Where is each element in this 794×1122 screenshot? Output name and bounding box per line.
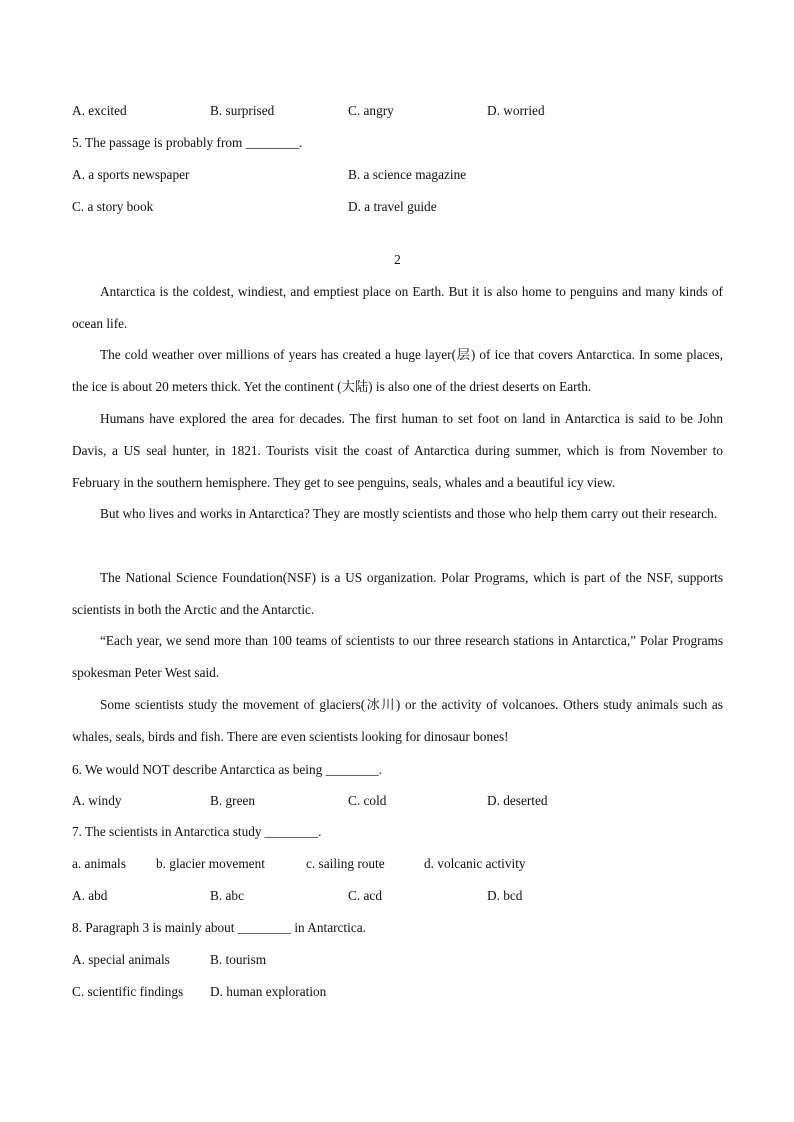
q8-option-a: A. special animals bbox=[72, 952, 170, 967]
q5-option-c: C. a story book bbox=[72, 199, 154, 214]
q7-option-b: B. abc bbox=[210, 888, 244, 903]
q5-question: 5. The passage is probably from ________. bbox=[72, 135, 303, 150]
passage-paragraph-7: Some scientists study the movement of glaciers(冰川) or the activity of volcanoes. Others study animals such as whales, seals, birds and fish. There are even scientists looking for dinosaur bones! bbox=[72, 697, 723, 744]
q7-item-a: a. animals bbox=[72, 856, 126, 871]
q7-item-d: d. volcanic activity bbox=[424, 856, 526, 871]
q4-option-b: B. surprised bbox=[210, 103, 275, 118]
q7-item-c: c. sailing route bbox=[306, 856, 385, 871]
q5-option-b: B. a science magazine bbox=[348, 167, 467, 182]
q7-option-c: C. acd bbox=[348, 888, 382, 903]
passage-paragraph-2: The cold weather over millions of years has created a huge layer(层) of ice that covers Antarctica. In some places, the ice is about 20 meters thick. Yet the continent (大陆) is also one of the driest deserts on Earth. bbox=[72, 347, 723, 394]
q8-option-b: B. tourism bbox=[210, 952, 267, 967]
q6-option-b: B. green bbox=[210, 793, 256, 808]
q7-question: 7. The scientists in Antarctica study ________. bbox=[72, 824, 322, 839]
passage-paragraph-3: Humans have explored the area for decades. The first human to set foot on land in Antarctica is said to be John Davis, a US seal hunter, in 1821. Tourists visit the coast of Antarctica during summer, which is from November to February in the southern hemisphere. They get to see penguins, seals, whales and a beautiful icy view. bbox=[72, 411, 723, 490]
passage-paragraph-4: But who lives and works in Antarctica? They are mostly scientists and those who help them carry out their research. bbox=[100, 506, 718, 521]
q5-option-a: A. a sports newspaper bbox=[72, 167, 190, 182]
q6-option-d: D. deserted bbox=[487, 793, 548, 808]
q6-option-c: C. cold bbox=[348, 793, 387, 808]
q8-question: 8. Paragraph 3 is mainly about ________ in Antarctica. bbox=[72, 920, 366, 935]
section-number: 2 bbox=[394, 252, 401, 267]
q4-option-c: C. angry bbox=[348, 103, 394, 118]
q4-option-d: D. worried bbox=[487, 103, 545, 118]
q4-option-a: A. excited bbox=[72, 103, 127, 118]
q7-option-a: A. abd bbox=[72, 888, 108, 903]
passage-paragraph-1: Antarctica is the coldest, windiest, and emptiest place on Earth. But it is also home to penguins and many kinds of ocean life. bbox=[72, 284, 723, 331]
q8-option-c: C. scientific findings bbox=[72, 984, 184, 999]
q7-option-d: D. bcd bbox=[487, 888, 523, 903]
q8-option-d: D. human exploration bbox=[210, 984, 327, 999]
q7-item-b: b. glacier movement bbox=[156, 856, 265, 871]
passage-paragraph-5: The National Science Foundation(NSF) is a US organization. Polar Programs, which is part of the NSF, supports scientists in both the Arctic and the Antarctic. bbox=[72, 570, 723, 617]
passage-paragraph-6: “Each year, we send more than 100 teams of scientists to our three research stations in Antarctica,” Polar Programs spokesman Peter West said. bbox=[72, 633, 723, 680]
q5-option-d: D. a travel guide bbox=[348, 199, 437, 214]
q6-question: 6. We would NOT describe Antarctica as being ________. bbox=[72, 762, 383, 777]
q6-option-a: A. windy bbox=[72, 793, 122, 808]
